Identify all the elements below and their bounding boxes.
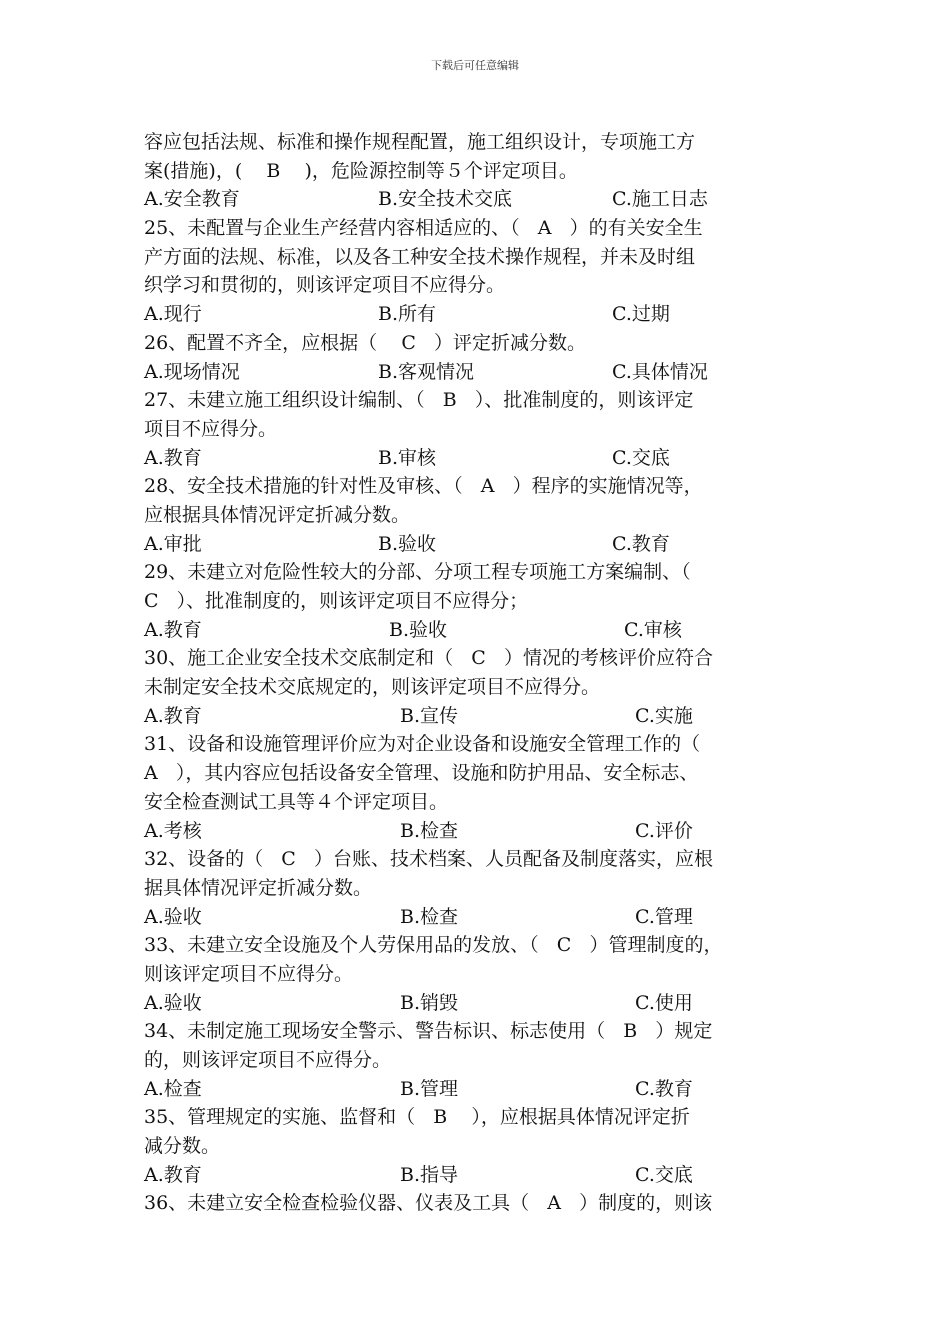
question-text: 未制定安全技术交底规定的，则该评定项目不应得分。 bbox=[144, 676, 601, 699]
options-row bbox=[144, 1075, 824, 1104]
options-row bbox=[144, 185, 824, 214]
question-text: 32、设备的（ C ）台账、技术档案、人员配备及制度落实，应根 bbox=[144, 848, 713, 871]
option-a: A.教育 bbox=[144, 618, 202, 641]
question-31 bbox=[144, 730, 824, 845]
question-text: 安全检查测试工具等４个评定项目。 bbox=[144, 790, 449, 813]
document-body bbox=[144, 128, 824, 1218]
option-b: B.审核 bbox=[378, 446, 437, 469]
question-33 bbox=[144, 931, 824, 1017]
question-text: 则该评定项目不应得分。 bbox=[144, 962, 354, 985]
option-c: C.评价 bbox=[635, 819, 693, 842]
options-row bbox=[144, 300, 824, 329]
option-a: A.验收 bbox=[144, 905, 202, 928]
option-c: C.管理 bbox=[635, 905, 693, 928]
question-text: 29、未建立对危险性较大的分部、分项工程专项施工方案编制、（ bbox=[144, 561, 691, 584]
option-c: C.审核 bbox=[624, 618, 682, 641]
question-text: 产方面的法规、标准，以及各工种安全技术操作规程，并未及时组 bbox=[144, 245, 696, 268]
option-b: B.客观情况 bbox=[378, 360, 475, 383]
intro-block bbox=[144, 128, 824, 214]
option-c: C.具体情况 bbox=[612, 360, 708, 383]
question-text: 项目不应得分。 bbox=[144, 417, 278, 440]
question-34 bbox=[144, 1017, 824, 1103]
option-b: B.销毁 bbox=[400, 991, 459, 1014]
question-text: 应根据具体情况评定折减分数。 bbox=[144, 503, 411, 526]
options-row bbox=[144, 903, 824, 932]
question-35 bbox=[144, 1103, 824, 1189]
question-text: 减分数。 bbox=[144, 1135, 221, 1158]
option-a: A.现场情况 bbox=[144, 360, 240, 383]
question-text: 据具体情况评定折减分数。 bbox=[144, 876, 373, 899]
option-c: C.过期 bbox=[612, 303, 670, 326]
question-30 bbox=[144, 644, 824, 730]
option-c: C.交底 bbox=[612, 446, 670, 469]
option-a: A.教育 bbox=[144, 1163, 202, 1186]
options-row bbox=[144, 702, 824, 731]
options-row bbox=[144, 1161, 824, 1190]
options-row bbox=[144, 989, 824, 1018]
option-b: B.所有 bbox=[378, 303, 437, 326]
option-c: C.使用 bbox=[635, 991, 693, 1014]
question-25 bbox=[144, 214, 824, 329]
question-text: 的，则该评定项目不应得分。 bbox=[144, 1049, 392, 1071]
question-27 bbox=[144, 386, 824, 472]
question-text: C ）、批准制度的，则该评定项目不应得分； bbox=[144, 590, 529, 612]
question-text: 36、未建立安全检查检验仪器、仪表及工具（ A ）制度的，则该 bbox=[144, 1192, 713, 1215]
option-b: B.验收 bbox=[378, 532, 437, 555]
question-text: 26、配置不齐全，应根据（ C ）评定折减分数。 bbox=[144, 331, 586, 354]
question-text: 33、未建立安全设施及个人劳保用品的发放、（ C ）管理制度的， bbox=[144, 934, 723, 957]
option-a: A.安全教育 bbox=[144, 188, 240, 211]
options-row bbox=[144, 616, 824, 645]
question-text: 30、施工企业安全技术交底制定和（ C ）情况的考核评价应符合 bbox=[144, 647, 713, 670]
options-row bbox=[144, 530, 824, 559]
page-header: 下载后可任意编辑 bbox=[431, 59, 519, 72]
option-a: A.教育 bbox=[144, 704, 202, 727]
text-line: 案(措施)，( B )，危险源控制等５个评定项目。 bbox=[144, 159, 578, 182]
option-a: A.考核 bbox=[144, 819, 202, 842]
question-text: A ），其内容应包括设备安全管理、设施和防护用品、安全标志、 bbox=[144, 762, 699, 785]
question-32 bbox=[144, 845, 824, 931]
question-text: 35、管理规定的实施、监督和（ B ），应根据具体情况评定折 bbox=[144, 1106, 690, 1129]
option-b: B.宣传 bbox=[400, 704, 459, 727]
question-28 bbox=[144, 472, 824, 558]
option-c: C.施工日志 bbox=[612, 188, 708, 211]
question-text: 织学习和贯彻的，则该评定项目不应得分。 bbox=[144, 274, 506, 297]
options-row bbox=[144, 444, 824, 473]
option-c: C.实施 bbox=[635, 704, 693, 727]
option-a: A.教育 bbox=[144, 446, 202, 469]
option-b: B.检查 bbox=[400, 905, 459, 928]
option-b: B.管理 bbox=[400, 1077, 459, 1100]
question-text: 27、未建立施工组织设计编制、（ B ）、批准制度的，则该评定 bbox=[144, 389, 694, 412]
option-b: B.检查 bbox=[400, 819, 459, 842]
option-a: A.审批 bbox=[144, 532, 202, 555]
options-row bbox=[144, 817, 824, 846]
option-c: C.教育 bbox=[612, 532, 670, 555]
option-c: C.教育 bbox=[635, 1077, 693, 1100]
question-text: 25、未配置与企业生产经营内容相适应的、（ A ）的有关安全生 bbox=[144, 217, 703, 240]
option-a: A.现行 bbox=[144, 303, 202, 326]
question-36 bbox=[144, 1189, 824, 1218]
question-29 bbox=[144, 558, 824, 644]
option-a: A.验收 bbox=[144, 991, 202, 1014]
question-26 bbox=[144, 329, 824, 386]
options-row bbox=[144, 358, 824, 387]
text-line: 容应包括法规、标准和操作规程配置，施工组织设计，专项施工方 bbox=[144, 131, 696, 153]
option-b: B.安全技术交底 bbox=[378, 188, 513, 211]
option-b: B.验收 bbox=[389, 618, 448, 641]
question-text: 34、未制定施工现场安全警示、警告标识、标志使用（ B ）规定 bbox=[144, 1020, 713, 1043]
question-text: 28、安全技术措施的针对性及审核、（ A ）程序的实施情况等， bbox=[144, 475, 703, 498]
option-a: A.检查 bbox=[144, 1077, 202, 1100]
question-text: 31、设备和设施管理评价应为对企业设备和设施安全管理工作的（ bbox=[144, 733, 701, 756]
option-c: C.交底 bbox=[635, 1163, 693, 1186]
option-b: B.指导 bbox=[400, 1163, 459, 1186]
